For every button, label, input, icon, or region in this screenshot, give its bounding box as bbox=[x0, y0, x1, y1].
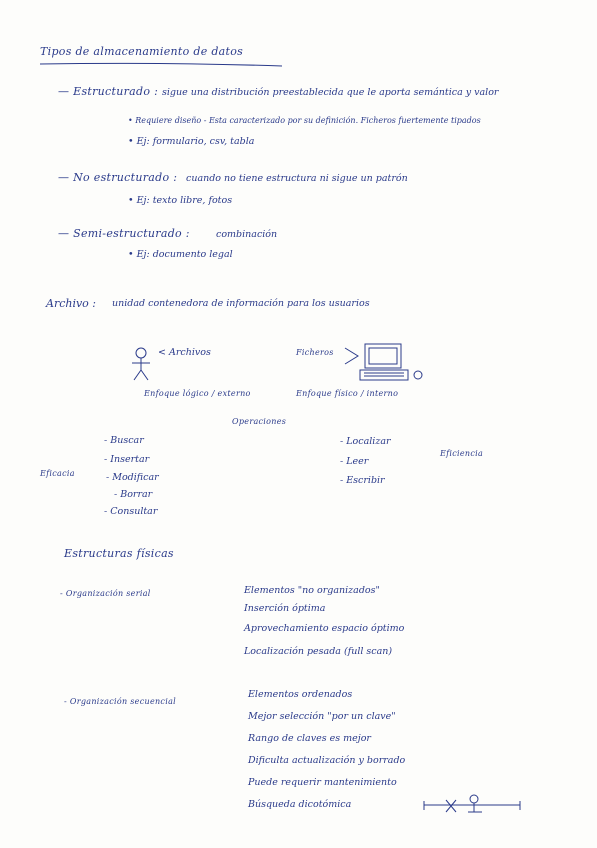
secuencial-item-1: Elementos ordenados bbox=[248, 689, 353, 700]
page-title: Tipos de almacenamiento de datos bbox=[40, 45, 244, 58]
op-insertar: - Insertar bbox=[104, 454, 150, 465]
type-estructurado-design: • Requiere diseño - Esta caracterizado por su definición. Ficheros fuertemente tipados bbox=[128, 116, 481, 125]
type-no-estructurado-desc: cuando no tiene estructura ni sigue un patrón bbox=[186, 173, 408, 184]
serial-item-2: Inserción óptima bbox=[244, 603, 326, 614]
archivos-label: < Archivos bbox=[158, 347, 211, 358]
eficacia-label: Eficacia bbox=[40, 469, 75, 478]
sequential-doodle-icon bbox=[424, 795, 520, 812]
serial-item-1: Elementos "no organizados" bbox=[244, 585, 380, 596]
archivo-label: Archivo : bbox=[46, 297, 97, 310]
estructuras-title: Estructuras físicas bbox=[64, 547, 174, 560]
secuencial-item-4: Dificulta actualización y borrado bbox=[248, 755, 406, 766]
type-no-estructurado-example: • Ej: texto libre, fotos bbox=[128, 195, 233, 206]
op-consultar: - Consultar bbox=[104, 506, 158, 517]
type-estructurado-desc: sigue una distribución preestablecida que le aporta semántica y valor bbox=[162, 87, 499, 98]
secuencial-item-3: Rango de claves es mejor bbox=[248, 733, 371, 744]
person-icon bbox=[132, 348, 150, 380]
type-no-estructurado-label: — No estructurado : bbox=[58, 171, 178, 184]
enfoque-fisico: Enfoque físico / interno bbox=[296, 389, 399, 398]
secuencial-item-6: Búsqueda dicotómica bbox=[248, 799, 352, 810]
secuencial-item-2: Mejor selección "por un clave" bbox=[248, 711, 396, 722]
serial-label: - Organización serial bbox=[60, 589, 151, 598]
serial-item-4: Localización pesada (full scan) bbox=[244, 646, 393, 657]
op-borrar: - Borrar bbox=[114, 489, 153, 500]
op-localizar: - Localizar bbox=[340, 436, 391, 447]
serial-item-3: Aprovechamiento espacio óptimo bbox=[244, 623, 405, 634]
computer-icon bbox=[345, 344, 422, 380]
op-modificar: - Modificar bbox=[106, 472, 159, 483]
type-estructurado-example: • Ej: formulario, csv, tabla bbox=[128, 136, 255, 147]
secuencial-label: - Organización secuencial bbox=[64, 697, 176, 706]
type-semi-desc: combinación bbox=[216, 229, 278, 240]
ficheros-label: Ficheros bbox=[296, 348, 334, 357]
title-underline bbox=[40, 63, 282, 66]
op-buscar: - Buscar bbox=[104, 435, 144, 446]
eficiencia-label: Eficiencia bbox=[440, 449, 484, 458]
op-escribir: - Escribir bbox=[340, 475, 385, 486]
op-leer: - Leer bbox=[340, 456, 369, 467]
type-semi-label: — Semi-estructurado : bbox=[58, 227, 190, 240]
enfoque-logico: Enfoque lógico / externo bbox=[144, 389, 251, 398]
type-semi-example: • Ej: documento legal bbox=[128, 249, 233, 260]
secuencial-item-5: Puede requerir mantenimiento bbox=[248, 777, 397, 788]
operaciones-title: Operaciones bbox=[232, 417, 287, 426]
archivo-definition: unidad contenedora de información para los usuarios bbox=[112, 298, 370, 309]
type-estructurado-label: — Estructurado : bbox=[58, 85, 159, 98]
